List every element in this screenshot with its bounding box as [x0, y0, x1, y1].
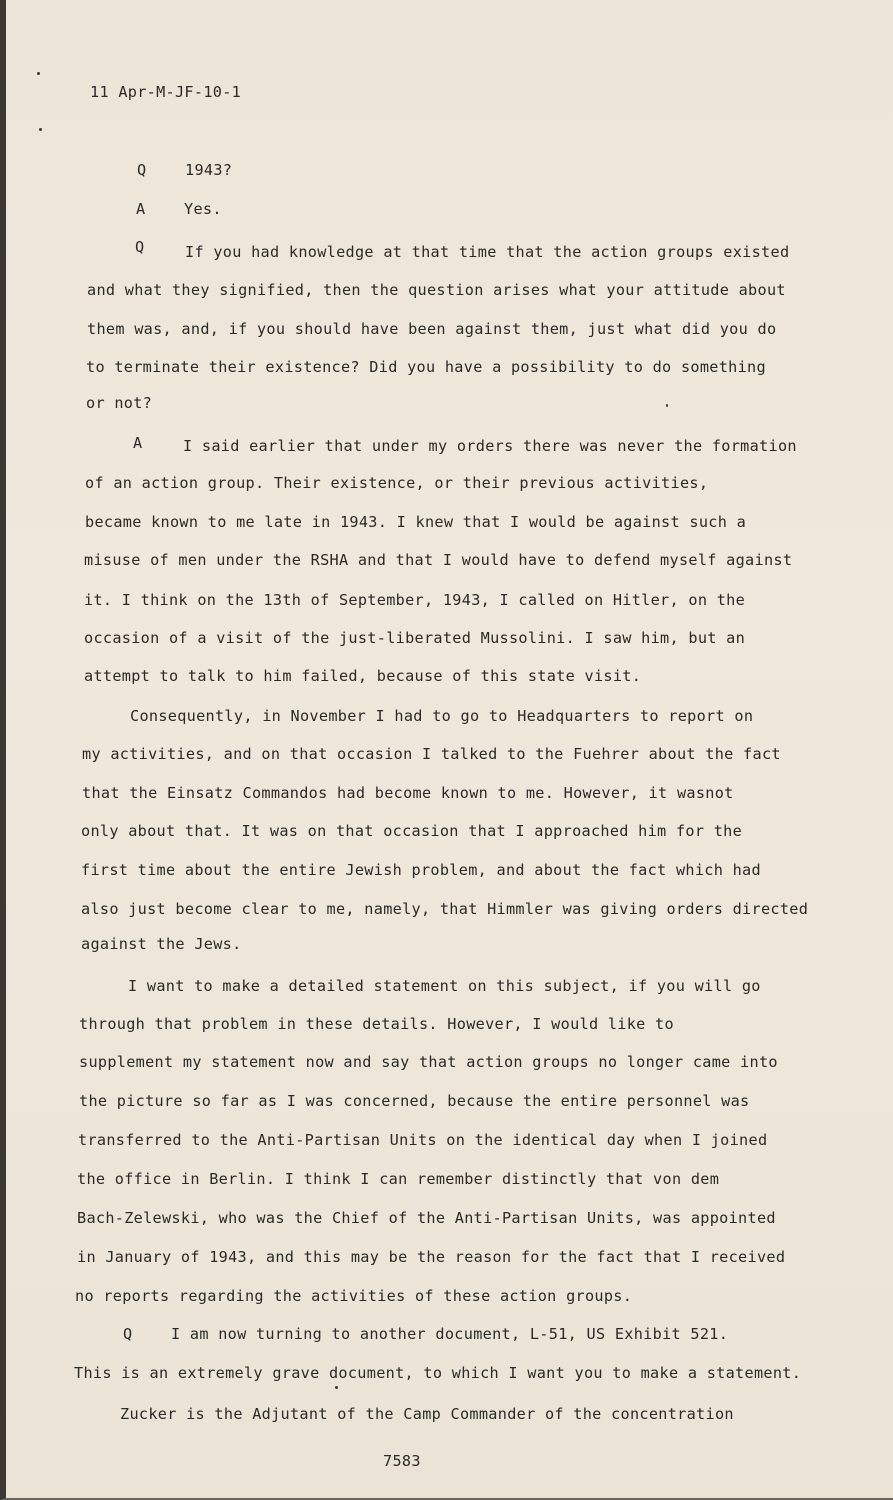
transcript-line: Consequently, in November I had to go to Headquarters to report on	[130, 707, 754, 725]
transcript-line: I want to make a detailed statement on this subject, if you will go	[128, 977, 761, 995]
scan-speck	[666, 404, 668, 407]
transcript-line: Zucker is the Adjutant of the Camp Commander of the concentration	[120, 1405, 734, 1423]
transcript-line: in January of 1943, and this may be the reason for the fact that I received	[77, 1248, 786, 1266]
transcript-line: misuse of men under the RSHA and that I would have to defend myself against	[84, 551, 793, 569]
transcript-line: only about that. It was on that occasion that I approached him for the	[81, 822, 743, 840]
transcript-line: transferred to the Anti-Partisan Units on the identical day when I joined	[78, 1131, 768, 1149]
speaker-label: Q	[135, 238, 145, 256]
transcript-line: first time about the entire Jewish problem, and about the fact which had	[81, 861, 761, 879]
scan-speck	[39, 128, 42, 131]
transcript-line: also just become clear to me, namely, that Himmler was giving orders directed	[81, 900, 809, 918]
transcript-line: my activities, and on that occasion I talked to the Fuehrer about the fact	[82, 745, 781, 763]
transcript-line: the office in Berlin. I think I can remember distinctly that von dem	[77, 1170, 720, 1188]
transcript-line: Yes.	[184, 200, 222, 218]
transcript-line: through that problem in these details. However, I would like to	[79, 1015, 674, 1033]
transcript-line: no reports regarding the activities of these action groups.	[75, 1287, 633, 1305]
scan-speck	[335, 1386, 338, 1389]
transcript-line: the picture so far as I was concerned, because the entire personnel was	[79, 1092, 750, 1110]
transcript-line: supplement my statement now and say that action groups no longer came into	[79, 1053, 778, 1071]
speaker-label: A	[133, 434, 143, 452]
transcript-line: them was, and, if you should have been against them, just what did you do	[87, 320, 777, 338]
scan-speck	[37, 72, 40, 75]
transcript-line: I said earlier that under my orders there was never the formation	[183, 437, 797, 455]
document-reference: 11 Apr-M-JF-10-1	[90, 83, 242, 101]
transcript-line: I am now turning to another document, L-51, US Exhibit 521.	[171, 1325, 729, 1343]
transcript-line: attempt to talk to him failed, because of this state visit.	[84, 667, 642, 685]
transcript-line: occasion of a visit of the just-liberated Mussolini. I saw him, but an	[84, 629, 746, 647]
transcript-line: If you had knowledge at that time that the action groups existed	[185, 243, 790, 261]
transcript-line: it. I think on the 13th of September, 1943, I called on Hitler, on the	[84, 591, 746, 609]
transcript-line: that the Einsatz Commandos had become known to me. However, it wasnot	[82, 784, 734, 802]
transcript-line: of an action group. Their existence, or their previous activities,	[85, 474, 709, 492]
speaker-label: Q	[137, 161, 147, 179]
speaker-label: A	[136, 200, 146, 218]
transcript-line: 1943?	[185, 161, 233, 179]
transcript-line: against the Jews.	[81, 935, 242, 953]
speaker-label: Q	[123, 1325, 133, 1343]
transcript-line: or not?	[86, 394, 153, 412]
transcript-line: became known to me late in 1943. I knew that I would be against such a	[85, 513, 747, 531]
transcript-line: to terminate their existence? Did you have a possibility to do something	[86, 358, 766, 376]
transcript-line: This is an extremely grave document, to which I want you to make a statement.	[74, 1364, 802, 1382]
transcript-line: and what they signified, then the question arises what your attitude about	[87, 281, 786, 299]
page-number: 7583	[383, 1452, 421, 1470]
transcript-line: Bach-Zelewski, who was the Chief of the Anti-Partisan Units, was appointed	[77, 1209, 776, 1227]
